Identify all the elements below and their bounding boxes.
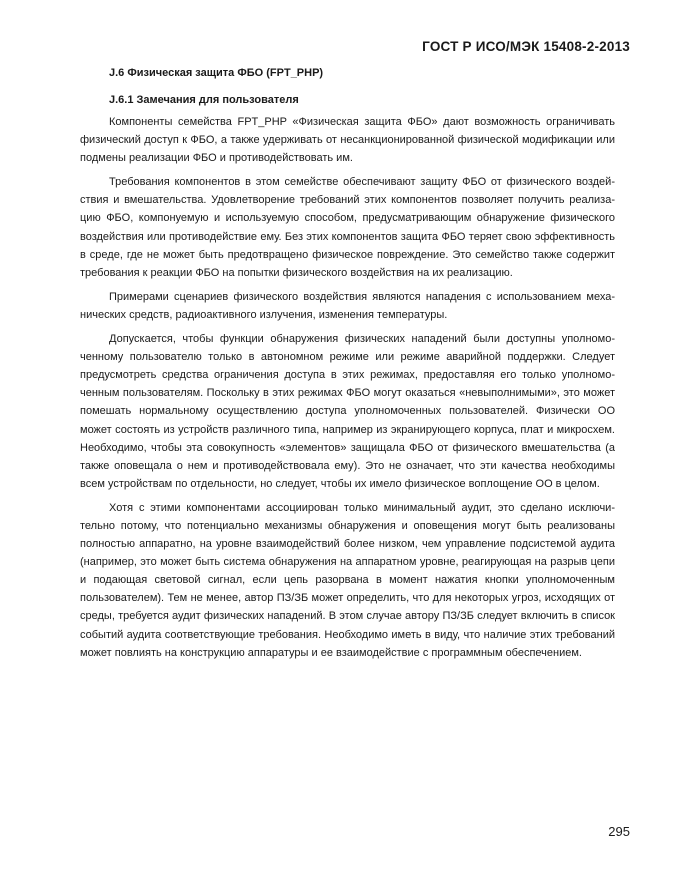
paragraph: Примерами сценариев физического воздействия являются нападения с использованием механических средств, радиоактивного излучения, изменения температуры. <box>80 290 615 321</box>
body-text <box>80 113 615 668</box>
section-heading: J.6 Физическая защита ФБО (FPT_PHP) <box>109 67 324 79</box>
page-number: 295 <box>608 824 630 839</box>
standard-designation: ГОСТ Р ИСО/МЭК 15408-2-2013 <box>422 39 630 54</box>
subsection-heading: J.6.1 Замечания для пользователя <box>109 94 299 106</box>
paragraph: Компоненты семейства FPT_PHP «Физическая защита ФБО» дают возможность ограничивать физический доступ к ФБО, а также удерживать от несанкционированной физической модификации или подмены реализации ФБО и противодействовать им. <box>80 116 615 165</box>
paragraph: Хотя с этими компонентами ассоциирован только минимальный аудит, это сделано исключительно потому, что потенциально механизмы обнаружения и оповещения могут быть реализованы полностью аппаратно, на уровне взаимодействий более низком, чем управление подсистемой аудита (например, это может быть система обнаружения на аппаратном уровне, реагирующая на разрыв цепи и подающая световой сигнал, если цепь разорвана в момент нажатия кнопки уполномоченным пользователем). Тем не менее, автор ПЗ/ЗБ может определить, что для некоторых угроз, исходящих от среды, требуется аудит физических нападений. В этом случае автору ПЗ/ЗБ следует включить в список событий аудита соответствующие требования. Необходимо иметь в виду, что наличие этих требований может повлиять на конструкцию аппаратуры и ее взаимодействие с программным обеспечением. <box>80 501 615 659</box>
paragraph: Требования компонентов в этом семействе обеспечивают защиту ФБО от физического воздействия и вмешательства. Удовлетворение требований этих компонентов позволяет получить реализацию ФБО, компонуемую и используемую способом, предусматривающим обнаружение физического воздействия или противодействие ему. Без этих компонентов защита ФБО теряет свою эффективность в среде, где не может быть предотвращено физическое повреждение. Это семейство также содержит требования к реакции ФБО на попытки физического воздействия на их реализацию. <box>80 176 615 279</box>
paragraph: Допускается, чтобы функции обнаружения физических нападений были доступны уполномоченному пользователю только в автономном режиме или режиме аварийной поддержки. Следует предусмотреть средства ограничения доступа в этих режимах, предоставляя его только уполномоченным пользователям. Поскольку в этих режимах ФБО могут оказаться «невыполнимыми», это может помешать нормальному осуществлению доступа уполномоченных пользователей. Физически ОО может состоять из устройств различного типа, например из экранирующего корпуса, плат и микросхем. Необходимо, чтобы эта совокупность «элементов» защищала ФБО от физического вмешательства (а также оповещала о нем и противодействовала ему). Это не означает, что эти качества необходимы всем устройствам по отдельности, но следует, чтобы их имело физическое воплощение ОО в целом. <box>80 333 615 490</box>
